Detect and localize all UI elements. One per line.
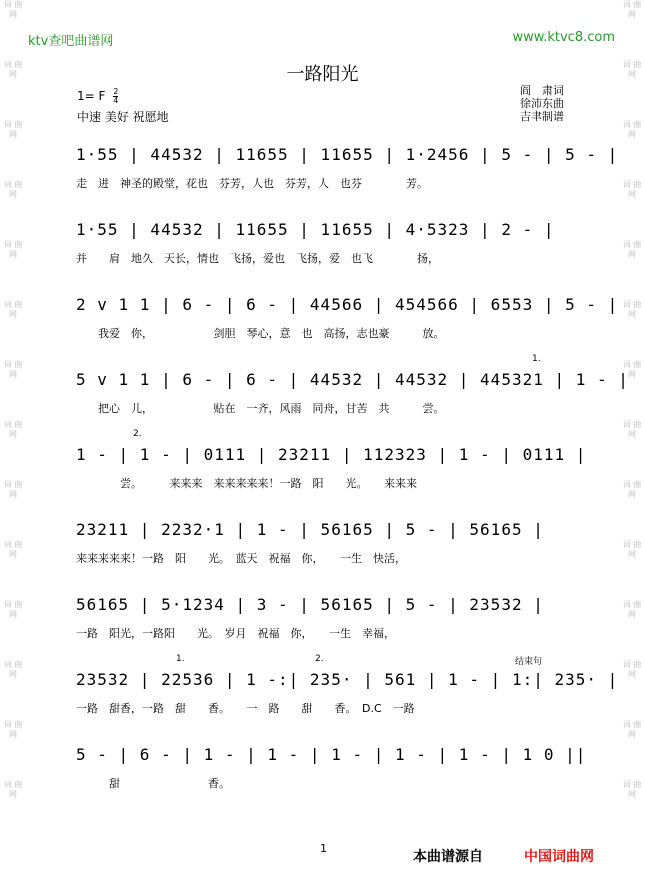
watermark-text: 词 曲 网 <box>622 600 642 619</box>
lyrics: 来来来来来！一路 阳 光。 蓝天 祝福 你， 一生 快活， <box>76 552 406 565</box>
watermark-text: 词 曲 网 <box>3 540 23 559</box>
key-signature <box>77 88 118 105</box>
watermark-text: 词 曲 网 <box>3 480 23 499</box>
lyrics: 并 肩 地久 天长，情也 飞扬，爱也 飞扬，爱 也飞 扬， <box>76 252 439 265</box>
lyricist: 阎 肃词 <box>520 84 564 97</box>
ending-second-label: 2. <box>315 654 324 664</box>
ending-first-label: 1. <box>176 654 185 664</box>
right-watermark-strip <box>621 0 643 891</box>
watermark-text: 词 曲 网 <box>622 180 642 199</box>
notes: 1 - | 1 - | 0111 | 23211 | 112323 | 1 - | 0111 | <box>76 445 587 464</box>
time-top: 2 <box>113 87 119 96</box>
watermark-text: 词 曲 网 <box>622 300 642 319</box>
coda-label: 结束句 <box>515 657 543 667</box>
site-link-left[interactable]: ktv查吧曲谱网 <box>28 34 114 49</box>
lyrics: 把心 儿， 贴在 一齐，风雨 同舟，甘苦 共 尝。 <box>76 402 445 415</box>
time-bottom: 4 <box>113 96 119 105</box>
notes: 5 - | 6 - | 1 - | 1 - | 1 - | 1 - | 1 - | 1 0 || <box>76 745 587 764</box>
watermark-text: 词 曲 网 <box>3 300 23 319</box>
lyrics: 走 进 神圣的殿堂，花也 芬芳，人也 芬芳，人 也芬 芳。 <box>76 177 428 190</box>
lyrics: 甜 香。 <box>76 777 230 790</box>
watermark-text: 词 曲 网 <box>622 120 642 139</box>
composer: 徐沛东曲 <box>520 97 564 110</box>
watermark-text: 词 曲 网 <box>3 780 23 799</box>
lyrics: 一路 甜香，一路 甜 香。 一 路 甜 香。 D.C 一路 <box>76 702 415 715</box>
watermark-text: 词 曲 网 <box>622 660 642 679</box>
source-site-link[interactable]: 中国词曲网 <box>524 849 594 865</box>
site-link-right[interactable]: www.ktvc8.com <box>512 30 615 45</box>
notes: 2 v 1 1 | 6 - | 6 - | 44566 | 454566 | 6553 | 5 - | <box>76 295 619 314</box>
watermark-text: 词 曲 网 <box>3 600 23 619</box>
watermark-text: 词 曲 网 <box>622 480 642 499</box>
page-number: 1 <box>320 842 327 855</box>
watermark-text: 词 曲 网 <box>3 60 23 79</box>
ending-second-label: 2. <box>133 429 142 439</box>
watermark-text: 词 曲 网 <box>3 660 23 679</box>
key-label: 1= F <box>77 89 106 103</box>
watermark-text: 词 曲 网 <box>3 120 23 139</box>
ending-first-label: 1. <box>532 354 541 364</box>
notes: 23211 | 2232·1 | 1 - | 56165 | 5 - | 56165 | <box>76 520 544 539</box>
arranger: 吉聿制谱 <box>520 110 564 123</box>
watermark-text: 词 曲 网 <box>3 420 23 439</box>
watermark-text: 词 曲 网 <box>622 60 642 79</box>
credits <box>520 84 564 123</box>
watermark-text: 词 曲 网 <box>622 240 642 259</box>
left-watermark-strip <box>2 0 24 891</box>
watermark-text: 词 曲 网 <box>622 420 642 439</box>
watermark-text: 词 曲 网 <box>3 240 23 259</box>
watermark-text: 词 曲 网 <box>3 0 23 19</box>
source-label: 本曲谱源自 <box>413 849 483 865</box>
watermark-text: 词 曲 网 <box>3 720 23 739</box>
notes: 5 v 1 1 | 6 - | 6 - | 44532 | 44532 | 445321 | 1 - | <box>76 370 629 389</box>
notes: 1·55 | 44532 | 11655 | 11655 | 4·5323 | 2 - | <box>76 220 555 239</box>
watermark-text: 词 曲 网 <box>622 540 642 559</box>
watermark-text: 词 曲 网 <box>622 780 642 799</box>
lyrics: 一路 阳光，一路阳 光。 岁月 祝福 你， 一生 幸福， <box>76 627 395 640</box>
time-signature <box>113 88 118 105</box>
notes: 23532 | 22536 | 1 -:| 235· | 561 | 1 - | 1:| 235· | <box>76 670 619 689</box>
watermark-text: 词 曲 网 <box>622 0 642 19</box>
watermark-text: 词 曲 网 <box>622 360 642 379</box>
song-title: 一路阳光 <box>286 64 359 85</box>
notes: 56165 | 5·1234 | 3 - | 56165 | 5 - | 23532 | <box>76 595 544 614</box>
watermark-text: 词 曲 网 <box>3 360 23 379</box>
watermark-text: 词 曲 网 <box>3 180 23 199</box>
watermark-text: 词 曲 网 <box>622 720 642 739</box>
notes: 1·55 | 44532 | 11655 | 11655 | 1·2456 | 5 - | 5 - | <box>76 145 619 164</box>
lyrics: 尝。 来来来 来来来来来！一路 阳 光。 来来来 <box>76 477 417 490</box>
lyrics: 我爱 你， 剑胆 琴心，意 也 高扬，志也豪 放。 <box>76 327 445 340</box>
tempo-marking: 中速 美好 祝愿地 <box>77 110 169 124</box>
